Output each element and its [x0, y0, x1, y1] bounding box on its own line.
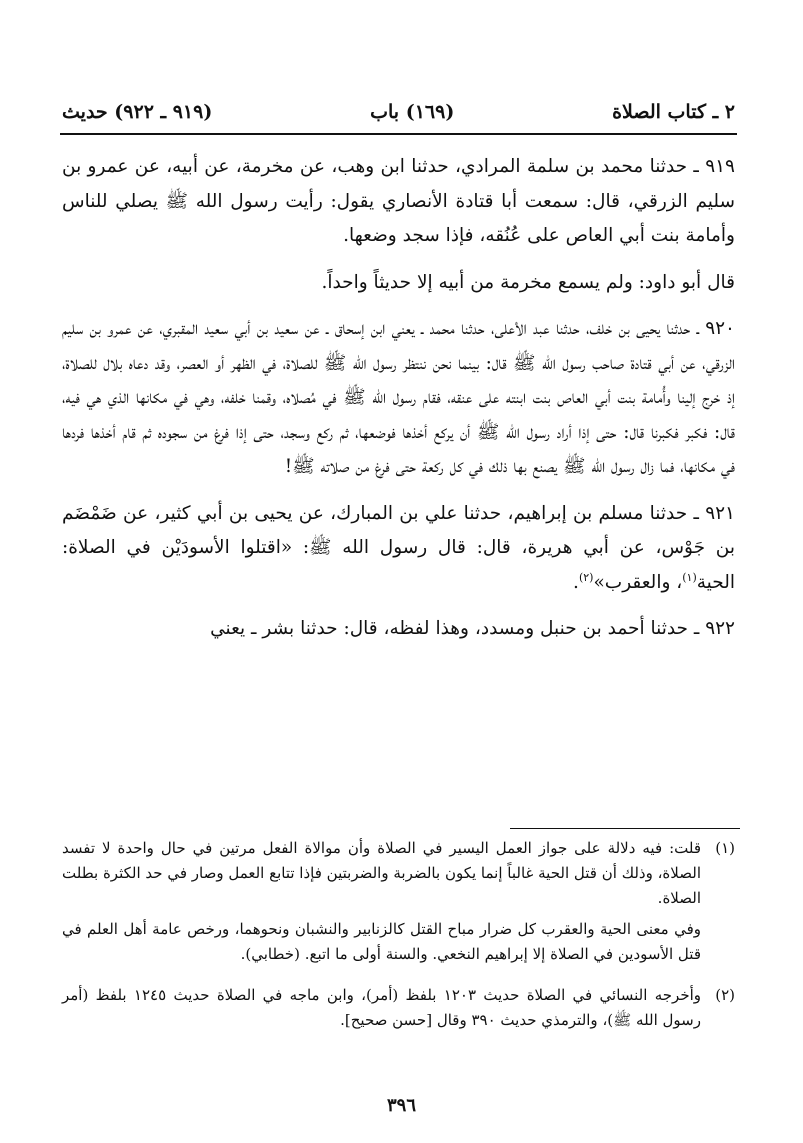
hadith-range: (٩١٩ ـ ٩٢٢) حديث — [62, 101, 213, 123]
hadith-921 — [62, 497, 735, 601]
footnote-paragraph: وفي معنى الحية والعقرب كل ضرار مباح القتل كالزنابير والنشبان ونحوهما، ورخص عامة أهل العلم في قتل الأسودين في الصلاة إلا إبراهيم النخعي. والسنة أولى ما اتبع. (خطابي). — [62, 920, 701, 963]
footnote-text — [62, 983, 701, 1039]
hadith-920: ٩٢٠ ـ حدثنا يحيى بن خلف، حدثنا عبد الأعلى، حدثنا محمد ـ يعني ابن إسحاق ـ عن سعيد بن أبي سعيد المقبري، عن عمرو بن سليم الزرقي، عن أبي قتادة صاحب رسول الله ﷺ قال: بينما نحن ننتظر رسول الله ﷺ للصلاة، في الظهر أو العصر، وقد دعاه بلال للصلاة، إذ خرج إلينا وأُمامة بنت أبي العاص بنت ابنته على عنقه، فقام رسول الله ﷺ في مُصلاه، وقمنا خلفه، وهي في مكانها الذي هي فيه، قال: فكبر فكبرنا قال: حتى إذا أراد رسول الله ﷺ أن يركع أخذها فوضعها، ثم ركع وسجد، حتى إذا فرغ من سجوده ثم قام أخذها فردها في مكانها، فما زال رسول الله ﷺ يصنع بها ذلك في كل ركعة حتى فرغ من صلاته ﷺ! — [62, 318, 735, 477]
page-number: ٣٩٦ — [386, 1095, 416, 1116]
abu-dawud-comment: قال أبو داود: ولم يسمع مخرمة من أبيه إلا حديثاً واحداً. — [321, 271, 735, 293]
footnote-mark: (١) — [715, 839, 735, 857]
footnote-text — [62, 836, 701, 973]
footnote-1 — [62, 836, 735, 973]
footnote-2 — [62, 983, 735, 1039]
hadith-921-end: . — [573, 571, 579, 593]
hadith-922: ٩٢٢ ـ حدثنا أحمد بن حنبل ومسدد، وهذا لفظه، قال: حدثنا بشر ـ يعني — [210, 618, 735, 639]
hadith-919: ٩١٩ ـ حدثنا محمد بن سلمة المرادي، حدثنا ابن وهب، عن مخرمة، عن أبيه، عن عمرو بن سليم الزرقي، قال: سمعت أبا قتادة الأنصاري يقول: رأيت رسول الله ﷺ يصلي للناس وأمامة بنت أبي العاص على عُنُقه، فإذا سجد وضعها. — [62, 156, 735, 246]
footnote-mark: (٢) — [715, 986, 735, 1004]
footnote-paragraph: قلت: فيه دلالة على جواز العمل اليسير في الصلاة وأن موالاة الفعل مرتين في حال واحدة لا تفسد الصلاة، وذلك أن قتل الحية غالباً إنما يكون بالضربة والضربتين فإذا تتابع العمل وصار في حد الكثرة بطلت الصلاة. — [62, 839, 701, 907]
running-header — [62, 92, 735, 132]
footnote-ref-1[interactable]: (١) — [682, 570, 697, 584]
footnote-rule — [510, 828, 740, 829]
footnotes — [62, 836, 735, 1049]
book-title: ٢ ـ كتاب الصلاة — [612, 101, 735, 123]
hadith-921-text-b: ، والعقرب» — [593, 571, 683, 593]
footnote-paragraph: وأخرجه النسائي في الصلاة حديث ١٢٠٣ بلفظ (أمر)، وابن ماجه في الصلاة حديث ١٢٤٥ بلفظ (أمر رسول الله ﷺ)، والترمذي حديث ٣٩٠ وقال [حسن صحيح]. — [62, 986, 701, 1029]
chapter-label: (١٦٩) باب — [370, 101, 455, 123]
hadith-921-text: ٩٢١ ـ حدثنا مسلم بن إبراهيم، حدثنا علي بن المبارك، عن يحيى بن أبي كثير، عن ضَمْضَم بن جَوْس، عن أبي هريرة، قال: قال رسول الله ﷺ: «اقتلوا الأسودَيْن في الصلاة: الحية — [62, 502, 736, 593]
footnote-ref-2[interactable]: (٢) — [578, 570, 594, 584]
header-rule — [60, 133, 737, 135]
main-text — [62, 150, 735, 659]
